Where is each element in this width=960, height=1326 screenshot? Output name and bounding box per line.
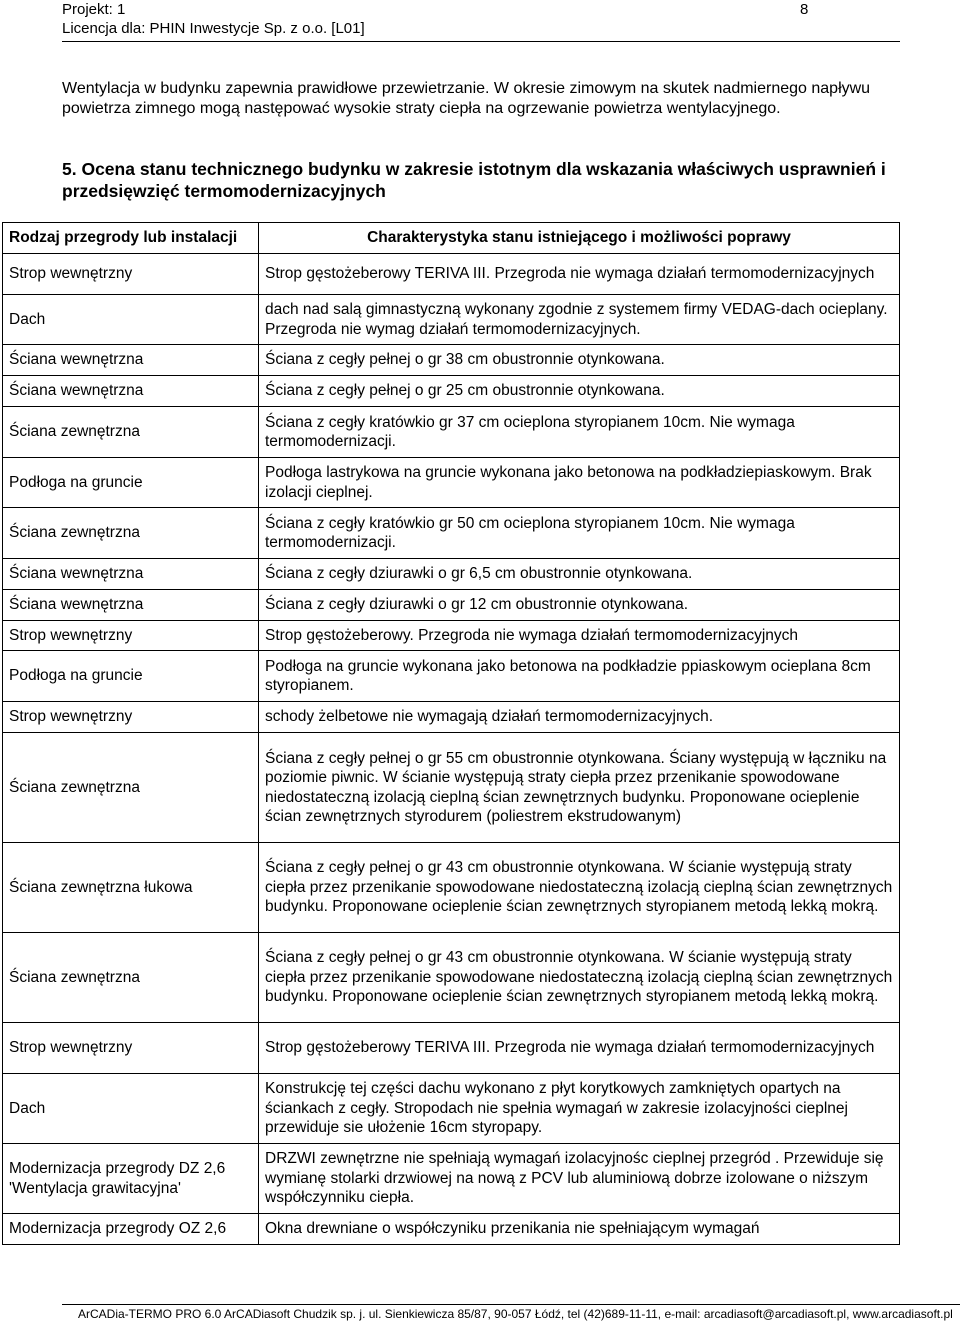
project-label: Projekt: 1 xyxy=(62,1,126,18)
partition-type-cell: Modernizacja przegrody DZ 2,6 'Wentylacja grawitacyjna' xyxy=(3,1144,259,1214)
table-row xyxy=(3,733,900,843)
partition-description-cell: schody żelbetowe nie wymagają działań termomodernizacyjnych. xyxy=(259,702,900,733)
partition-description-cell: Ściana z cegły pełnej o gr 25 cm obustronnie otynkowana. xyxy=(259,376,900,407)
section-title: 5. Ocena stanu technicznego budynku w zakresie istotnym dla wskazania właściwych usprawnień i przedsięwzięć termomodernizacyjnych xyxy=(62,159,886,201)
partition-description-cell: Ściana z cegły kratówkio gr 37 cm ocieplona styropianem 10cm. Nie wymaga termomodernizacji. xyxy=(259,407,900,458)
partition-description-cell: Strop gęstożeberowy TERIVA III. Przegroda nie wymaga działań termomodernizacyjnych xyxy=(259,254,900,295)
partition-type-cell: Ściana wewnętrzna xyxy=(3,559,259,590)
table-row xyxy=(3,621,900,651)
table-row xyxy=(3,843,900,933)
table-row xyxy=(3,376,900,407)
partition-type-cell: Strop wewnętrzny xyxy=(3,1023,259,1074)
page-header xyxy=(62,0,365,38)
partition-type-cell: Ściana zewnętrzna łukowa xyxy=(3,843,259,933)
partition-description-cell: DRZWI zewnętrzne nie spełniają wymagań izolacyjnośc cieplnej przegród . Przewiduje się wymianę stolarki drzwiowej na nową z PCV lub aluminiową dobrze izolowane o niższym współczynniku ciepła. xyxy=(259,1144,900,1214)
table-row xyxy=(3,559,900,590)
partition-type-cell: Modernizacja przegrody OZ 2,6 xyxy=(3,1214,259,1245)
column-header-type: Rodzaj przegrody lub instalacji xyxy=(3,223,259,254)
partition-description-cell: Ściana z cegły pełnej o gr 38 cm obustronnie otynkowana. xyxy=(259,345,900,376)
table-row xyxy=(3,1144,900,1214)
partition-description-cell: Podłoga na gruncie wykonana jako betonowa na podkładzie ppiaskowym ocieplana 8cm styropianem. xyxy=(259,651,900,702)
table-row xyxy=(3,254,900,295)
partition-description-cell: Ściana z cegły pełnej o gr 43 cm obustronnie otynkowana. W ścianie występują straty ciepła przez przenikanie spowodowane niedostateczną izolacją cieplną ścian zewnętrznych budynku. Proponowane ocieplenie ścian zewnętrznych styropianem metodą lekką mokrą. xyxy=(259,933,900,1023)
partition-type-cell: Strop wewnętrzny xyxy=(3,702,259,733)
partition-type-cell: Strop wewnętrzny xyxy=(3,254,259,295)
partition-type-cell: Ściana zewnętrzna xyxy=(3,407,259,458)
partition-type-cell: Ściana zewnętrzna xyxy=(3,933,259,1023)
table-row xyxy=(3,590,900,621)
partition-type-cell: Podłoga na gruncie xyxy=(3,458,259,508)
table-row xyxy=(3,508,900,559)
partition-description-cell: Ściana z cegły pełnej o gr 55 cm obustronnie otynkowana. Ściany występują w łączniku na poziomie piwnic. W ścianie występują straty ciepła przez przenikanie spowodowane niedostateczną izolacją cieplną ścian zewnętrznych budynku. Proponowane ocieplenie ścian zewnętrznych styrodurem (poliestrem ekstrudowanym) xyxy=(259,733,900,843)
partition-type-cell: Ściana wewnętrzna xyxy=(3,590,259,621)
page-footer: ArCADia-TERMO PRO 6.0 ArCADiasoft Chudzik sp. j. ul. Sienkiewicza 85/87, 90-057 Łódź, tel (42)689-11-11, e-mail: arcadiasoft@arcadiasoft.pl, www.arcadiasoft.pl xyxy=(78,1307,953,1321)
table-row xyxy=(3,407,900,458)
table-row xyxy=(3,1214,900,1245)
table-row xyxy=(3,933,900,1023)
intro-paragraph: Wentylacja w budynku zapewnia prawidłowe przewietrzanie. W okresie zimowym na skutek nadmiernego napływu powietrza zimnego mogą następować wysokie straty ciepła na ogrzewanie powietrza wentylacyjnego. xyxy=(62,80,871,117)
partition-type-cell: Ściana wewnętrzna xyxy=(3,345,259,376)
table-row xyxy=(3,702,900,733)
page-number: 8 xyxy=(800,1,809,18)
partition-type-cell: Strop wewnętrzny xyxy=(3,621,259,651)
partition-description-cell: Konstrukcję tej części dachu wykonano z płyt korytkowych zamkniętych opartych na ściankach z cegły. Stropodach nie spełnia wymagań w zakresie izolacyjności cieplnej przewiduje sie ułożenie 16cm styropapy. xyxy=(259,1074,900,1144)
table-header-row xyxy=(3,223,900,254)
partition-description-cell: dach nad salą gimnastyczną wykonany zgodnie z systemem firmy VEDAG-dach ocieplany. Przegroda nie wymag działań termomodernizacyjnych. xyxy=(259,295,900,345)
partition-type-cell: Dach xyxy=(3,295,259,345)
table-row xyxy=(3,345,900,376)
column-header-description: Charakterystyka stanu istniejącego i możliwości poprawy xyxy=(259,223,900,254)
partition-description-cell: Okna drewniane o współczyniku przenikania nie spełniającym wymagań xyxy=(259,1214,900,1245)
table-row xyxy=(3,295,900,345)
partition-description-cell: Ściana z cegły dziurawki o gr 6,5 cm obustronnie otynkowana. xyxy=(259,559,900,590)
assessment-table xyxy=(2,222,900,1245)
partition-description-cell: Ściana z cegły pełnej o gr 43 cm obustronnie otynkowana. W ścianie występują straty ciepła przez przenikanie spowodowane niedostateczną izolacją cieplną ścian zewnętrznych budynku. Proponowane ocieplenie ścian zewnętrznych styropianem metodą lekką mokrą. xyxy=(259,843,900,933)
partition-description-cell: Strop gęstożeberowy. Przegroda nie wymaga działań termomodernizacyjnych xyxy=(259,621,900,651)
table-row xyxy=(3,1023,900,1074)
table-row xyxy=(3,458,900,508)
partition-type-cell: Podłoga na gruncie xyxy=(3,651,259,702)
partition-description-cell: Ściana z cegły dziurawki o gr 12 cm obustronnie otynkowana. xyxy=(259,590,900,621)
partition-description-cell: Strop gęstożeberowy TERIVA III. Przegroda nie wymaga działań termomodernizacyjnych xyxy=(259,1023,900,1074)
partition-type-cell: Dach xyxy=(3,1074,259,1144)
footer-divider xyxy=(62,1304,960,1305)
partition-type-cell: Ściana wewnętrzna xyxy=(3,376,259,407)
header-divider xyxy=(62,41,900,42)
partition-description-cell: Podłoga lastrykowa na gruncie wykonana jako betonowa na podkładziepiaskowym. Brak izolacji cieplnej. xyxy=(259,458,900,508)
license-label: Licencja dla: PHIN Inwestycje Sp. z o.o. [L01] xyxy=(62,20,365,37)
partition-type-cell: Ściana zewnętrzna xyxy=(3,733,259,843)
table-row xyxy=(3,651,900,702)
table-row xyxy=(3,1074,900,1144)
partition-type-cell: Ściana zewnętrzna xyxy=(3,508,259,559)
partition-description-cell: Ściana z cegły kratówkio gr 50 cm ocieplona styropianem 10cm. Nie wymaga termomodernizacji. xyxy=(259,508,900,559)
